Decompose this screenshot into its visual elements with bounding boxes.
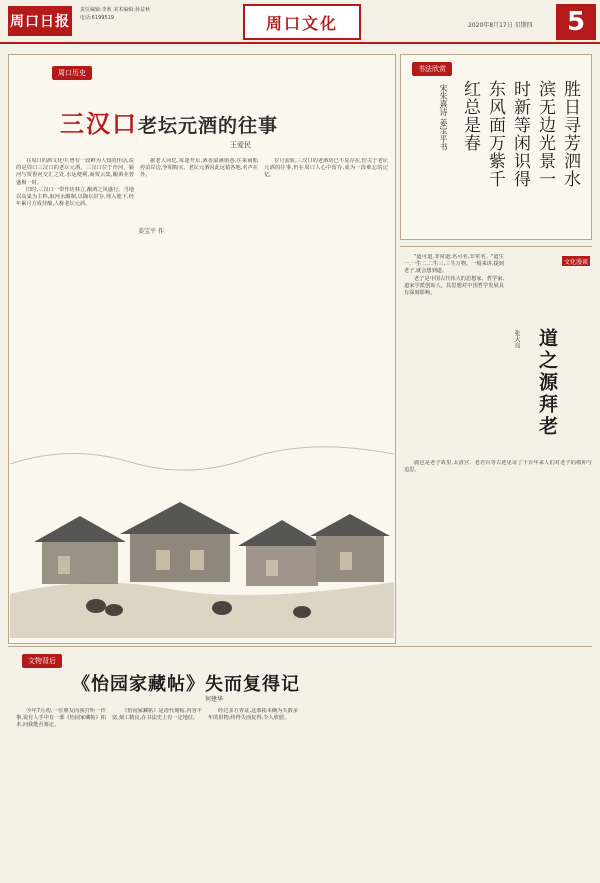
lower-paragraph: 今年7月初,一位朋友向我打听一件事,说有人手中有一部《怡园家藏帖》拓本,问我能否鉴定。 bbox=[16, 708, 106, 729]
calligraphy-column: 滨无边光景一 bbox=[535, 80, 555, 188]
divider bbox=[400, 246, 592, 247]
page-number: 5 bbox=[556, 4, 596, 40]
calligraphy-column: 时新等闲识得 bbox=[510, 80, 530, 188]
section-banner bbox=[243, 4, 361, 40]
feature-title-main: 三汉口 bbox=[60, 109, 138, 138]
masthead-meta-line: 责任编辑:李莉 美术编辑:孙益秋 bbox=[80, 7, 150, 13]
calligraphy-tag: 书法欣赏 bbox=[412, 62, 452, 76]
lower-body-col-1 bbox=[16, 708, 106, 878]
calligraphy-signature: 宋朱熹诗 姜宝平书 bbox=[439, 84, 448, 151]
divider bbox=[8, 646, 592, 647]
feature-title bbox=[60, 104, 278, 139]
essay-paragraph: 老子是中国古代伟大的思想家、哲学家,道家学派创始人。其思想对中国哲学发展具有深刻影响。 bbox=[404, 275, 504, 297]
lower-body-col-2 bbox=[112, 708, 202, 878]
ink-village-illustration bbox=[10, 424, 394, 638]
calligraphy-column: 东风面万紫千 bbox=[485, 80, 505, 188]
feature-body-col-1 bbox=[16, 158, 134, 422]
masthead-meta bbox=[80, 6, 230, 22]
calligraphy-column: 胜日寻芳泗水 bbox=[560, 80, 580, 188]
feature-body-col-3 bbox=[264, 158, 388, 422]
feature-paragraph: 据老人回忆,每逢开坛,酒香溢满街巷,往来商船停泊岸边,争相购买。老坛元酒因此远销各地,名声在外。 bbox=[140, 158, 258, 179]
lower-author: 何建华 bbox=[205, 696, 224, 703]
feature-body-col-2 bbox=[140, 158, 258, 422]
calligraphy-column: 红总是春 bbox=[460, 80, 480, 152]
masthead-meta-line: 电话:6199519 bbox=[80, 15, 114, 21]
masthead bbox=[0, 0, 600, 44]
essay-tag: 文化漫谈 bbox=[562, 256, 590, 266]
feature-paragraph: 岁月流转,三汉口的老酒坊已不复存在,但关于老坛元酒的往事,仍在周口人心中留存,成为一段难忘的记忆。 bbox=[264, 158, 388, 179]
essay-title: 道之源拜老 bbox=[536, 328, 558, 438]
feature-tag: 周口历史 bbox=[52, 66, 92, 80]
feature-title-sub: 老坛元酒的往事 bbox=[138, 115, 279, 137]
essay-paragraph: "道可道,非常道;名可名,非常名。"道生一,一生二,二生三,三生万物。一般来讲,提到老子,就会想到道。 bbox=[404, 254, 504, 275]
essay-author: 张大良 bbox=[513, 330, 520, 348]
issue-date: 2020年8月17日 星期四 bbox=[468, 22, 533, 29]
lower-tag: 文物背后 bbox=[22, 654, 62, 668]
feature-paragraph: 在周口的酒文化中,曾有一段鲜为人知的佳话,说的是周口三汉口的老坛元酒。三汉口位于沙河、颍河与贾鲁河交汇之处,水运便利,商贾云集,酿酒业曾盛极一时。 bbox=[16, 158, 134, 186]
lower-paragraph: 经过多方查证,这部拓本确为失散多年的旧物,终得失而复得,令人欣慰。 bbox=[208, 708, 298, 722]
lower-paragraph: 《怡园家藏帖》是清代刻帖,内容丰富,刻工精良,在书法史上有一定地位。 bbox=[112, 708, 202, 722]
feature-paragraph: 旧时,三汉口一带作坊林立,酿酒之风盛行。当地以高粱为主料,取河水酿制,以陶坛封存,埋入地下,经年累月方成佳酿,人称老坛元酒。 bbox=[16, 186, 134, 208]
lower-title: 《怡园家藏帖》失而复得记 bbox=[72, 674, 300, 695]
newspaper-logo: 周口日报 bbox=[8, 6, 72, 36]
calligraphy-credit: 姜宝平 作 bbox=[138, 228, 164, 235]
essay-paragraph: 鹿邑是老子故里,太清宫、老君台等古迹见证了千百年来人们对老子的敬仰与追思。 bbox=[404, 460, 592, 474]
essay-body-col-2 bbox=[404, 460, 592, 640]
lower-body-col-3 bbox=[208, 708, 298, 878]
section-title: 周口文化 bbox=[265, 13, 338, 33]
feature-byline: 王爱民 bbox=[230, 141, 251, 149]
